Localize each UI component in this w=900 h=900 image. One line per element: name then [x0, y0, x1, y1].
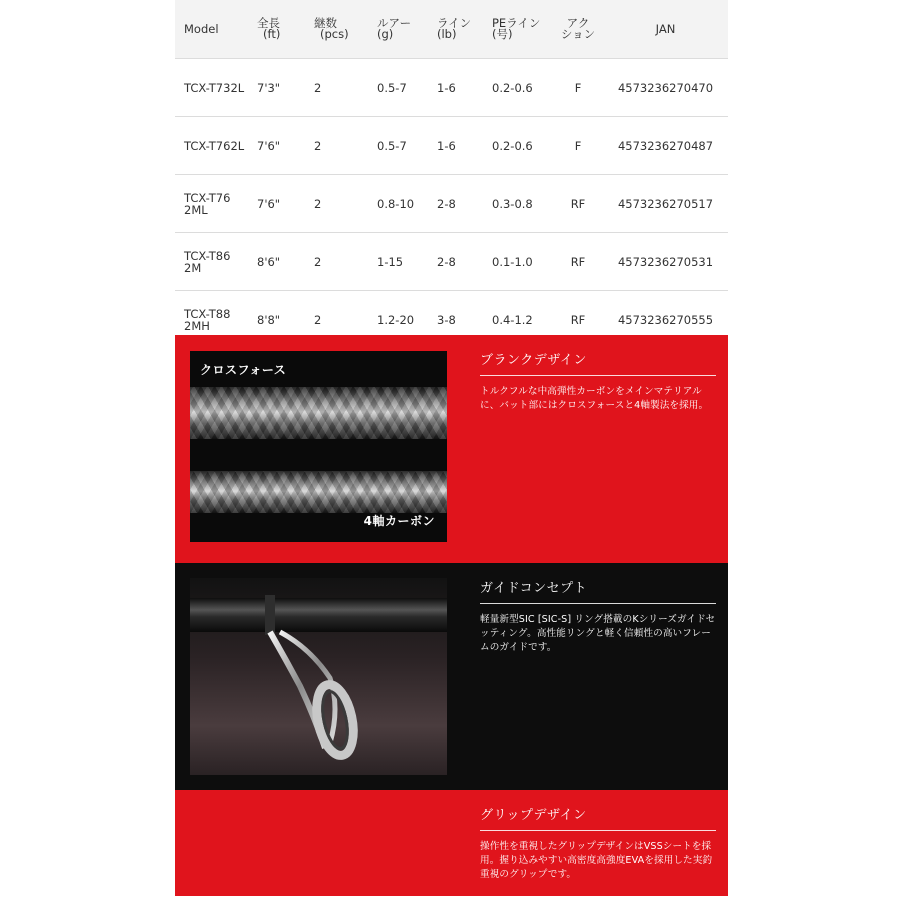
- cell-jan: 4573236270555: [603, 291, 728, 349]
- image-label-cross-force: クロスフォース: [200, 363, 287, 377]
- guide-concept-section: [175, 563, 728, 790]
- blank-design-section: [175, 335, 728, 563]
- header-jan: JAN: [603, 0, 728, 59]
- header-pieces: 継数 (pcs): [305, 0, 368, 59]
- table-row: [175, 59, 728, 117]
- header-action: アク ション: [553, 0, 603, 59]
- grip-design-text: [480, 804, 716, 882]
- cell-lure: 1-15: [368, 233, 428, 291]
- grip-design-section: [175, 790, 728, 896]
- cell-length: 8'6": [248, 233, 305, 291]
- cell-model: TCX-T882MH: [175, 291, 248, 349]
- section-body: 操作性を重視したグリップデザインはVSSシートを採用。握り込みやすい高密度高強度EVAを採用した実釣重視のグリップです。: [480, 841, 713, 880]
- cell-model: TCX-T762ML: [175, 175, 248, 233]
- cell-action: RF: [553, 291, 603, 349]
- product-spec-page: [175, 0, 728, 880]
- rod-guide-photo: [190, 578, 447, 775]
- cell-pe-line: 0.4-1.2: [483, 291, 553, 349]
- cell-length: 7'6": [248, 117, 305, 175]
- cell-line: 1-6: [428, 59, 483, 117]
- cell-pe-line: 0.2-0.6: [483, 59, 553, 117]
- cell-model: TCX-T732L: [175, 59, 248, 117]
- cell-line: 3-8: [428, 291, 483, 349]
- header-length: 全長 (ft): [248, 0, 305, 59]
- cell-jan: 4573236270531: [603, 233, 728, 291]
- table-header-row: [175, 0, 728, 59]
- cell-model: TCX-T862M: [175, 233, 248, 291]
- cell-pe-line: 0.1-1.0: [483, 233, 553, 291]
- spec-table: [175, 0, 728, 349]
- cell-jan: 4573236270517: [603, 175, 728, 233]
- cell-action: F: [553, 117, 603, 175]
- cell-length: 7'6": [248, 175, 305, 233]
- guide-concept-text: [480, 577, 716, 655]
- cell-line: 1-6: [428, 117, 483, 175]
- cell-pe-line: 0.2-0.6: [483, 117, 553, 175]
- header-lure: ルアー (g): [368, 0, 428, 59]
- header-pe-line: PEライン (号): [483, 0, 553, 59]
- header-line: ライン (lb): [428, 0, 483, 59]
- rod-guide-image: [190, 578, 447, 775]
- table-row: [175, 233, 728, 291]
- four-axis-carbon-blank-photo: [190, 471, 447, 513]
- cell-line: 2-8: [428, 233, 483, 291]
- cross-force-blank-photo: [190, 387, 447, 439]
- cell-jan: 4573236270470: [603, 59, 728, 117]
- cell-model: TCX-T762L: [175, 117, 248, 175]
- cell-pieces: 2: [305, 59, 368, 117]
- cell-pieces: 2: [305, 175, 368, 233]
- cell-action: RF: [553, 233, 603, 291]
- cell-lure: 1.2-20: [368, 291, 428, 349]
- blank-design-text: [480, 349, 716, 413]
- section-title: ガイドコンセプト: [480, 577, 716, 604]
- cell-length: 7'3": [248, 59, 305, 117]
- cell-action: RF: [553, 175, 603, 233]
- table-row: [175, 117, 728, 175]
- section-title: ブランクデザイン: [480, 349, 716, 376]
- section-body: トルクフルな中高弾性カーボンをメインマテリアルに、バット部にはクロスフォースと4軸製法を採用。: [480, 386, 709, 411]
- cell-pieces: 2: [305, 291, 368, 349]
- cell-lure: 0.8-10: [368, 175, 428, 233]
- cell-action: F: [553, 59, 603, 117]
- section-title: グリップデザイン: [480, 804, 716, 831]
- section-body: 軽量新型SIC [SIC-S] リング搭載のKシリーズガイドセッティング。高性能リングと軽く信頼性の高いフレームのガイドです。: [480, 614, 716, 653]
- header-model: Model: [175, 0, 248, 59]
- cell-line: 2-8: [428, 175, 483, 233]
- cell-jan: 4573236270487: [603, 117, 728, 175]
- cell-pieces: 2: [305, 117, 368, 175]
- cell-pe-line: 0.3-0.8: [483, 175, 553, 233]
- cell-lure: 0.5-7: [368, 117, 428, 175]
- cell-lure: 0.5-7: [368, 59, 428, 117]
- table-row: [175, 175, 728, 233]
- image-label-four-axis-carbon: 4軸カーボン: [363, 514, 435, 528]
- cross-force-carbon-image: [190, 351, 447, 542]
- cell-length: 8'8": [248, 291, 305, 349]
- cell-pieces: 2: [305, 233, 368, 291]
